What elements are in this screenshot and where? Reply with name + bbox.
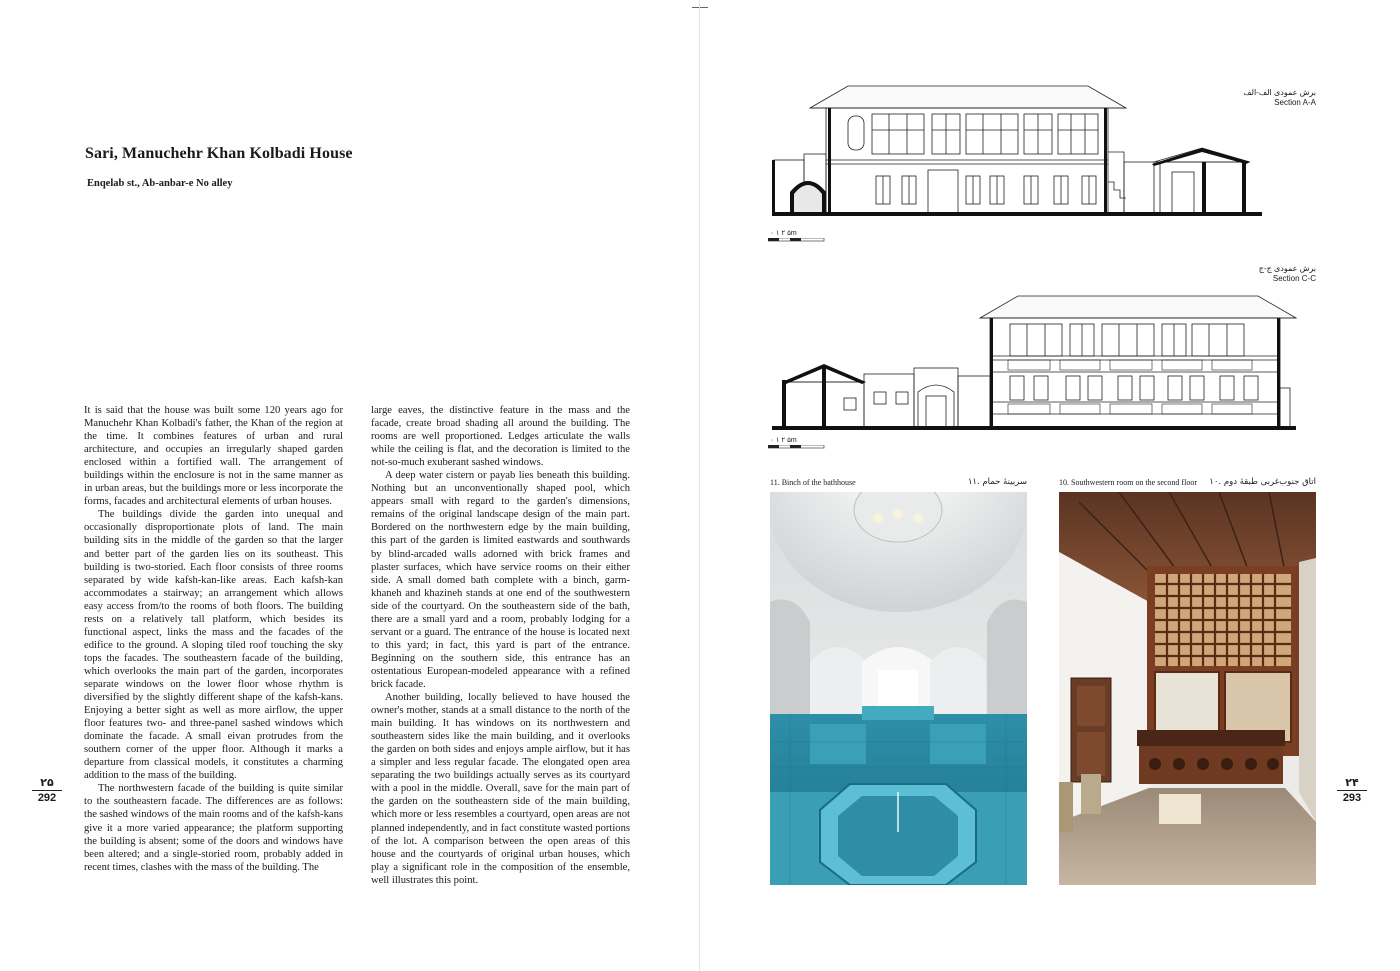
gutter-line — [699, 0, 700, 971]
address-subtitle: Enqelab st., Ab-anbar-e No alley — [87, 178, 233, 189]
section-cc-label: برش عمودی ج-ج Section C-C — [1258, 264, 1316, 283]
crop-mark-top-h — [692, 7, 708, 8]
paragraph: Another building, locally believed to have housed the owner's mother, stands at a small distance to the north of the main building. It has windows on its northwestern and southeastern sides like the main building, and it overlooks the garden on both sides and enjoys ample airflow, but it has a simpler and less regular facade. The elongated open area separating the two buildings actually serves as its courtyard with a pool in the middle. Overall, save for the main part of the garden on the southeastern side of the main building, which more or less resembles a courtyard, open areas are not planned independently, and in fact constitute wasted portions of the lot. A comparison between the open areas of this house and the courtyards of original urban houses, which play a significant role in the composition of the ensemble, well illustrates this point. — [371, 692, 630, 886]
page-number-fa: ۲۴ — [1345, 777, 1359, 789]
paragraph: The northwestern facade of the building is quite similar to the southeastern facade. The differences are as follows: the sashed windows of the main rooms and of the kafsh-kans give it a more varied appearance; the platform supporting the building is absent; some of the doors and windows have been altered; and a single-storied room, probably added in recent times, clashes with the mass of the building. The — [84, 783, 343, 873]
page-number-en: 293 — [1342, 792, 1362, 804]
scale-bar-aa: ۰ ۱ ۲ ۵m — [770, 230, 797, 237]
section-aa-drawing — [768, 82, 1268, 222]
page-number-right — [1337, 776, 1367, 804]
room-image — [1059, 492, 1316, 885]
photo-10-caption-fa: ۱۰. اتاق جنوب‌غربی طبقهٔ دوم — [1209, 477, 1316, 487]
scale-bar-cc: ۰ ۱ ۲ ۵m — [770, 437, 797, 444]
text-column-1 — [84, 404, 343, 874]
page-number-left — [32, 776, 62, 804]
photo-bathhouse — [770, 492, 1027, 885]
paragraph: large eaves, the distinctive feature in the mass and the facade, create broad shading all around the building. The rooms are well proportioned. Ledges articulate the walls while the ceiling is flat, and the decoration is limited to the not-so-much exuberant sashed windows. — [371, 405, 630, 469]
page-number-fa: ۲۵ — [40, 777, 54, 789]
paragraph: It is said that the house was built some 120 years ago for Manuchehr Khan Kolbadi's father, the Khan of the region at the time. It combines features of urban and rural architecture, and occupies an irregularly shaped garden enclosed within a fortified wall. The arrangement of buildings within the enclosure is not in the same manner as in urban areas, but the buildings more or less incorporate the forms, facades and architectural elements of urban houses. — [84, 405, 343, 508]
photo-11-caption: 11. Binch of the bathhouse — [770, 478, 856, 487]
photo-11-caption-fa: ۱۱. سربینهٔ حمام — [967, 477, 1027, 487]
scale-bar-graphic — [768, 238, 828, 242]
paragraph: The buildings divide the garden into unequal and occasionally disproportionate plots of land. The main building sits in the middle of the garden so that the larger and better part of the garden lies on its southeast. This building is two-storied. Each floor consists of three rooms separated by wide kafsh-kan-like areas. Each kafsh-kan accommodates a stairway; an arrangement which allows easy access from/to the rooms of both floors. The building rests on a relatively tall platform, which besides its functional aspect, links the mass and the facades of the edifice to the ground. A sloping tiled roof touching the sky tops the facades. The southeastern facade of the building, which overlooks the main part of the garden, incorporates separate windows on the lower floor whose rhythm is diversified by the slightly different shape of the kafsh-kans. Enjoying a better sight as well as more airflow, the upper floor features two- and three-panel sashed windows which dominate the facade. A small eivan protrudes from the southern corner of the upper floor. Although it marks a departure from classical models, it constitutes a charming addition to the mass of the building. — [84, 509, 343, 782]
photo-10-caption: 10. Southwestern room on the second floor — [1059, 478, 1197, 487]
text-column-2 — [371, 404, 630, 887]
page-number-en: 292 — [37, 792, 57, 804]
bathhouse-image — [770, 492, 1027, 885]
page-title: Sari, Manuchehr Khan Kolbadi House — [85, 145, 353, 162]
section-cc-drawing — [768, 292, 1308, 432]
section-aa-label: برش عمودی الف-الف Section A-A — [1243, 88, 1316, 107]
paragraph: A deep water cistern or payab lies beneath this building. Nothing but an unconventionally shaped pool, which appears small with regard to the garden's dimensions, remains of the original landscape design of the main part. Bordered on the northwestern edge by the main building, this part of the garden is limited eastwards and southwards by blind-arcaded walls adorned with brick frames and plaster surfaces, which have service rooms on their either side. A small domed bath complete with a binch, garm-khaneh and khazineh stands at one end of the southwestern side of the courtyard. On the southeastern side of the bath, there are a small yard and a room, probably lodging for a servant or a guard. The entrance of the house is located next to this yard; in fact, this yard is part of the entrance. Beginning on the southern side, this entrance has an ostentatious European-modeled appearance with a refined brick facade. — [371, 470, 630, 690]
photo-southwestern-room — [1059, 492, 1316, 885]
scale-bar-graphic — [768, 445, 828, 449]
